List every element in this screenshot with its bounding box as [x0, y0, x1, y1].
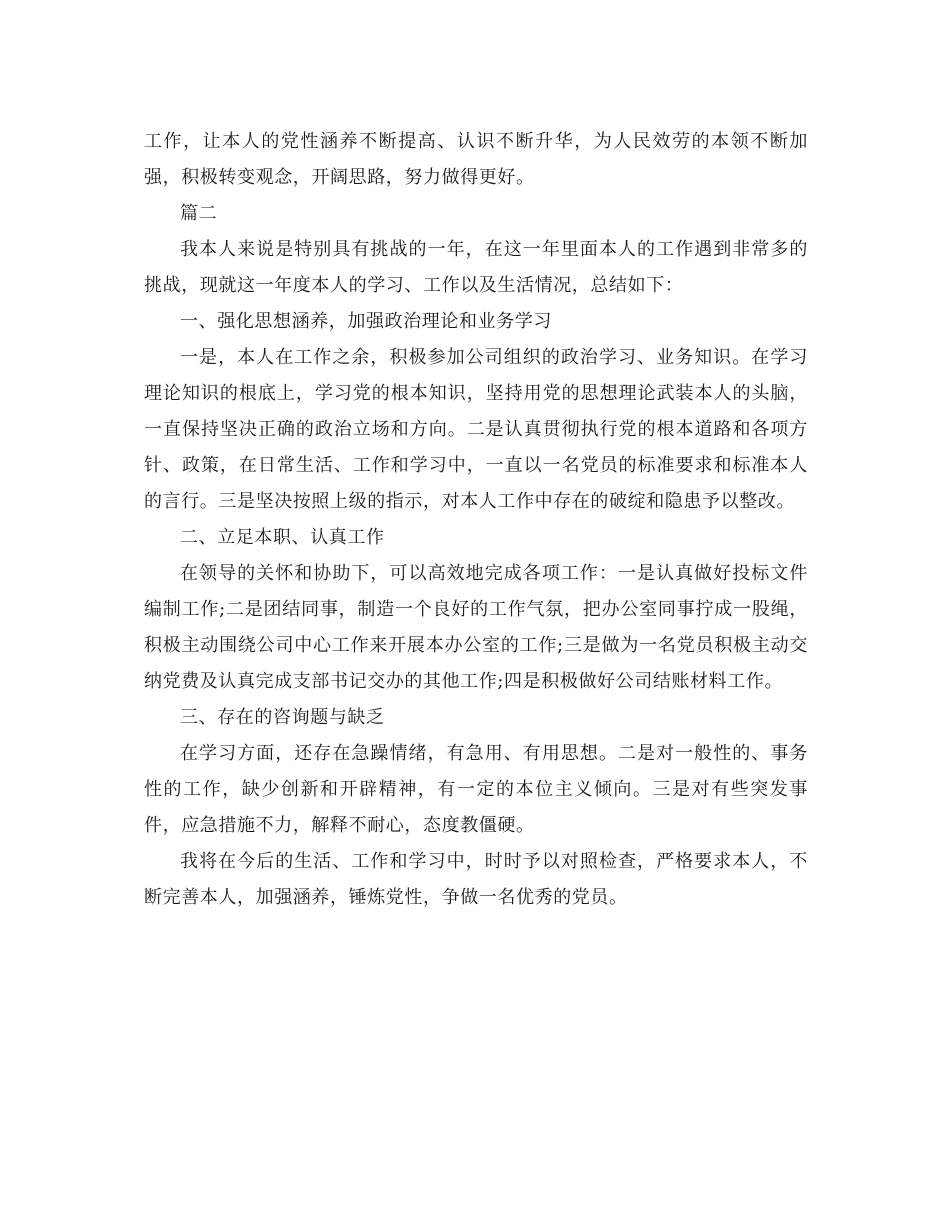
section-heading-3: 三、存在的咨询题与缺乏	[180, 707, 385, 728]
paragraph-study: 一是，本人在工作之余，积极参加公司组织的政治学习、业务知识。在学习理论知识的根底上，学习党的根本知识，坚持用党的思想理论武装本人的头脑，一直保持坚决正确的政治立场和方向。二是认真贯彻执行党的根本道路和各项方针、政策，在日常生活、工作和学习中，一直以一名党员的标准要求和标准本人的言行。三是坚决按照上级的指示，对本人工作中存在的破绽和隐患予以整改。	[144, 347, 808, 512]
section-heading-2: 二、立足本职、认真工作	[180, 527, 385, 548]
paragraph-intro: 我本人来说是特别具有挑战的一年，在这一年里面本人的工作遇到非常多的挑战，现就这一年度本人的学习、工作以及生活情况，总结如下：	[144, 239, 808, 296]
section-heading-pian-er: 篇二	[180, 203, 218, 224]
paragraph-work: 在领导的关怀和协助下，可以高效地完成各项工作：一是认真做好投标文件编制工作;二是团结同事，制造一个良好的工作气氛，把办公室同事拧成一股绳，积极主动围绕公司中心工作来开展本办公室的工作;三是做为一名党员积极主动交纳党费及认真完成支部书记交办的其他工作;四是积极做好公司结账材料工作。	[144, 563, 808, 692]
section-heading-1: 一、强化思想涵养，加强政治理论和业务学习	[180, 311, 552, 332]
paragraph-continuation: 工作，让本人的党性涵养不断提高、认识不断升华，为人民效劳的本领不断加强，积极转变观念，开阔思路，努力做得更好。	[144, 131, 808, 188]
document-body	[144, 124, 808, 916]
paragraph-shortcomings: 在学习方面，还存在急躁情绪，有急用、有用思想。二是对一般性的、事务性的工作，缺少创新和开辟精神，有一定的本位主义倾向。三是对有些突发事件，应急措施不力，解释不耐心，态度教僵硬。	[144, 743, 808, 836]
paragraph-conclusion: 我将在今后的生活、工作和学习中，时时予以对照检查，严格要求本人，不断完善本人，加强涵养，锤炼党性，争做一名优秀的党员。	[144, 851, 808, 908]
